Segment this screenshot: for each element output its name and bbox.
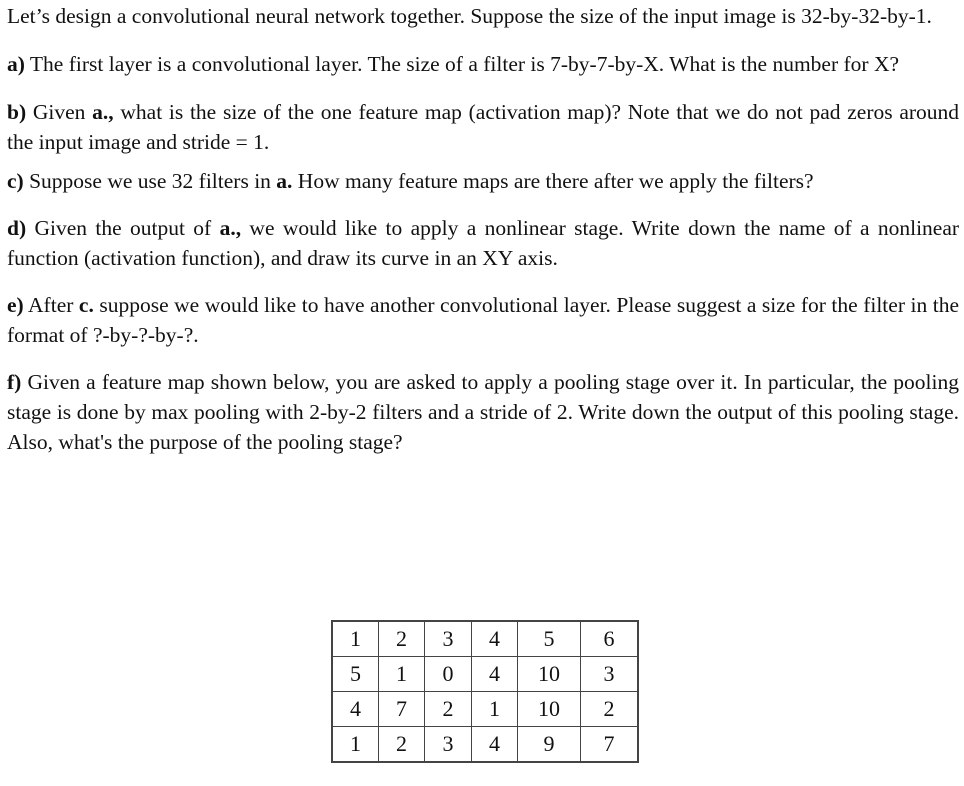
table-cell: 1 <box>332 621 379 657</box>
table-cell: 4 <box>472 727 518 763</box>
table-row <box>332 657 638 692</box>
feature-map-table <box>331 620 639 763</box>
table-cell: 6 <box>581 621 639 657</box>
table-cell: 2 <box>581 692 639 727</box>
table-cell: 1 <box>472 692 518 727</box>
table-cell: 10 <box>518 657 581 692</box>
question-b <box>7 97 959 157</box>
table-cell: 7 <box>379 692 425 727</box>
question-document <box>7 0 959 457</box>
table-cell: 5 <box>332 657 379 692</box>
table-cell: 7 <box>581 727 639 763</box>
table-cell: 1 <box>332 727 379 763</box>
table-cell: 5 <box>518 621 581 657</box>
question-c-label: c) <box>7 169 24 193</box>
table-cell: 3 <box>425 621 472 657</box>
table-cell: 0 <box>425 657 472 692</box>
table-cell: 2 <box>379 621 425 657</box>
intro-text: Let’s design a convolutional neural network together. Suppose the size of the input image is 32-by-32-by-1. <box>7 4 932 28</box>
question-f <box>7 367 959 457</box>
table-cell: 2 <box>425 692 472 727</box>
question-a <box>7 49 959 79</box>
question-a-label: a) <box>7 52 25 76</box>
question-c <box>7 166 959 196</box>
question-b-pre: Given <box>32 100 86 124</box>
table-cell: 1 <box>379 657 425 692</box>
question-e-ref: c. <box>78 293 94 317</box>
table-cell: 3 <box>425 727 472 763</box>
question-b-ref: a., <box>92 100 114 124</box>
question-c-text: How many feature maps are there after we apply the filters? <box>297 169 814 193</box>
table-row <box>332 621 638 657</box>
question-a-text: The first layer is a convolutional layer. The size of a filter is 7-by-7-by-X. What is the number for X? <box>29 52 900 76</box>
question-d-pre: Given the output of <box>34 216 212 240</box>
question-d-ref: a., <box>219 216 242 240</box>
question-d-label: d) <box>7 216 27 240</box>
table-cell: 10 <box>518 692 581 727</box>
question-e-text: suppose we would like to have another convolutional layer. Please suggest a size for the filter in the format of ?-by-?-by-?. <box>7 293 959 347</box>
table-cell: 4 <box>332 692 379 727</box>
question-e-pre: After <box>28 293 74 317</box>
table-cell: 2 <box>379 727 425 763</box>
intro-paragraph <box>7 1 959 31</box>
question-f-text: Given a feature map shown below, you are asked to apply a pooling stage over it. In particular, the pooling stage is done by max pooling with 2-by-2 filters and a stride of 2. Write down the output of this pooling stage. Also, what's the purpose of the pooling stage? <box>7 370 960 454</box>
table-cell: 4 <box>472 657 518 692</box>
question-c-ref: a. <box>276 169 293 193</box>
question-e-label: e) <box>7 293 24 317</box>
question-f-label: f) <box>7 370 22 394</box>
feature-map-table-wrapper <box>331 620 639 763</box>
question-c-pre: Suppose we use 32 filters in <box>29 169 271 193</box>
table-row <box>332 692 638 727</box>
question-d-text: we would like to apply a nonlinear stage. Write down the name of a nonlinear function (activation function), and draw its curve in an XY axis. <box>7 216 960 270</box>
table-cell: 9 <box>518 727 581 763</box>
question-b-text: what is the size of the one feature map (activation map)? Note that we do not pad zeros around the input image and stride = 1. <box>7 100 960 154</box>
table-cell: 3 <box>581 657 639 692</box>
table-row <box>332 727 638 763</box>
question-b-label: b) <box>7 100 27 124</box>
question-d <box>7 213 959 273</box>
question-e <box>7 290 959 350</box>
table-cell: 4 <box>472 621 518 657</box>
